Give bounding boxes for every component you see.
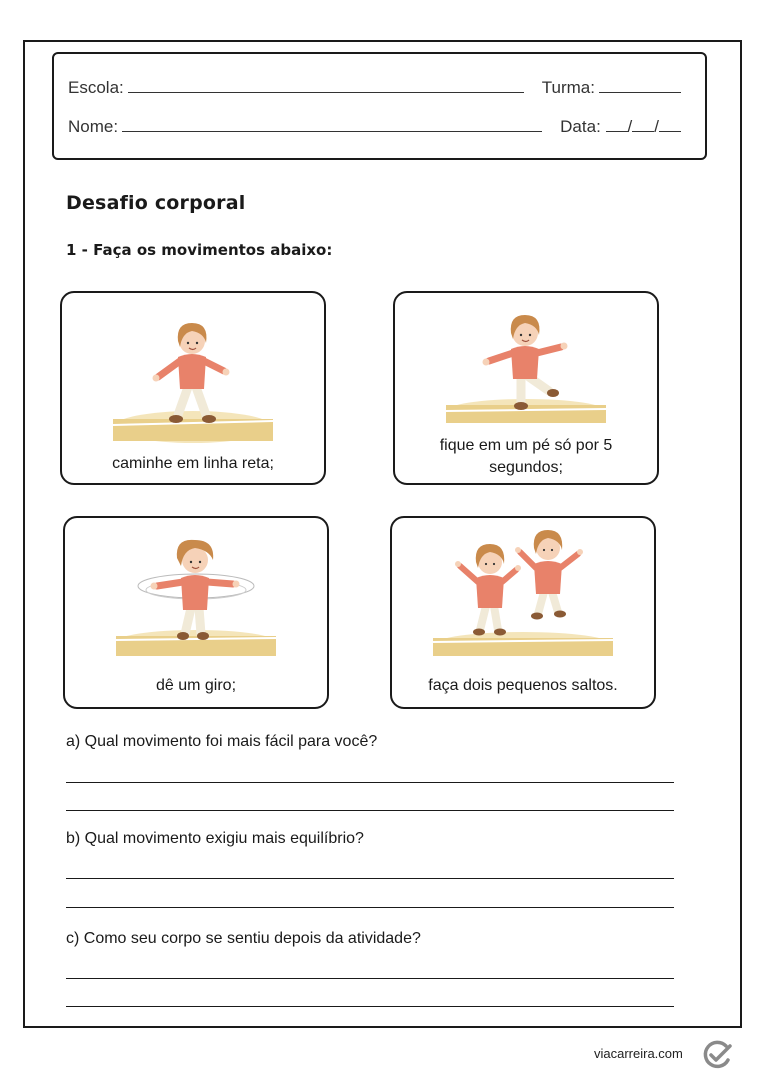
card-caption: faça dois pequenos saltos. xyxy=(428,677,618,694)
checkmark-logo-icon xyxy=(700,1038,734,1072)
date-field[interactable]: / / xyxy=(601,117,681,137)
card-caption: fique em um pé só por 5 segundos; xyxy=(439,437,613,476)
answer-line[interactable] xyxy=(66,878,674,879)
question-a: a) Qual movimento foi mais fácil para você? xyxy=(66,733,378,750)
girl-one-foot-illustration xyxy=(441,305,611,425)
answer-line[interactable] xyxy=(66,782,674,783)
class-label: Turma: xyxy=(541,78,595,97)
activity-card-jump xyxy=(390,516,656,709)
girl-jumping-illustration xyxy=(428,528,618,658)
activity-card-balance xyxy=(393,291,659,485)
activity-card-walk xyxy=(60,291,326,485)
answer-line[interactable] xyxy=(66,978,674,979)
card-caption: dê um giro; xyxy=(155,677,237,694)
student-info-box xyxy=(52,52,707,160)
name-field[interactable] xyxy=(122,117,542,132)
question-c: c) Como seu corpo se sentiu depois da atividade? xyxy=(66,930,421,947)
card-caption: caminhe em linha reta; xyxy=(112,455,274,472)
footer-site-text: viacarreira.com xyxy=(594,1046,683,1061)
question-b: b) Qual movimento exigiu mais equilíbrio? xyxy=(66,830,364,847)
activity-card-spin xyxy=(63,516,329,709)
answer-line[interactable] xyxy=(66,810,674,811)
girl-spinning-illustration xyxy=(111,528,281,658)
answer-line[interactable] xyxy=(66,907,674,908)
instruction-text: 1 - Faça os movimentos abaixo: xyxy=(66,241,333,259)
page-title: Desafio corporal xyxy=(66,192,246,214)
answer-line[interactable] xyxy=(66,1006,674,1007)
school-field[interactable] xyxy=(128,78,524,93)
date-label: Data: xyxy=(560,117,601,136)
school-label: Escola: xyxy=(68,78,124,97)
name-label: Nome: xyxy=(68,117,119,136)
class-field[interactable] xyxy=(599,78,681,93)
girl-walking-illustration xyxy=(108,307,278,447)
